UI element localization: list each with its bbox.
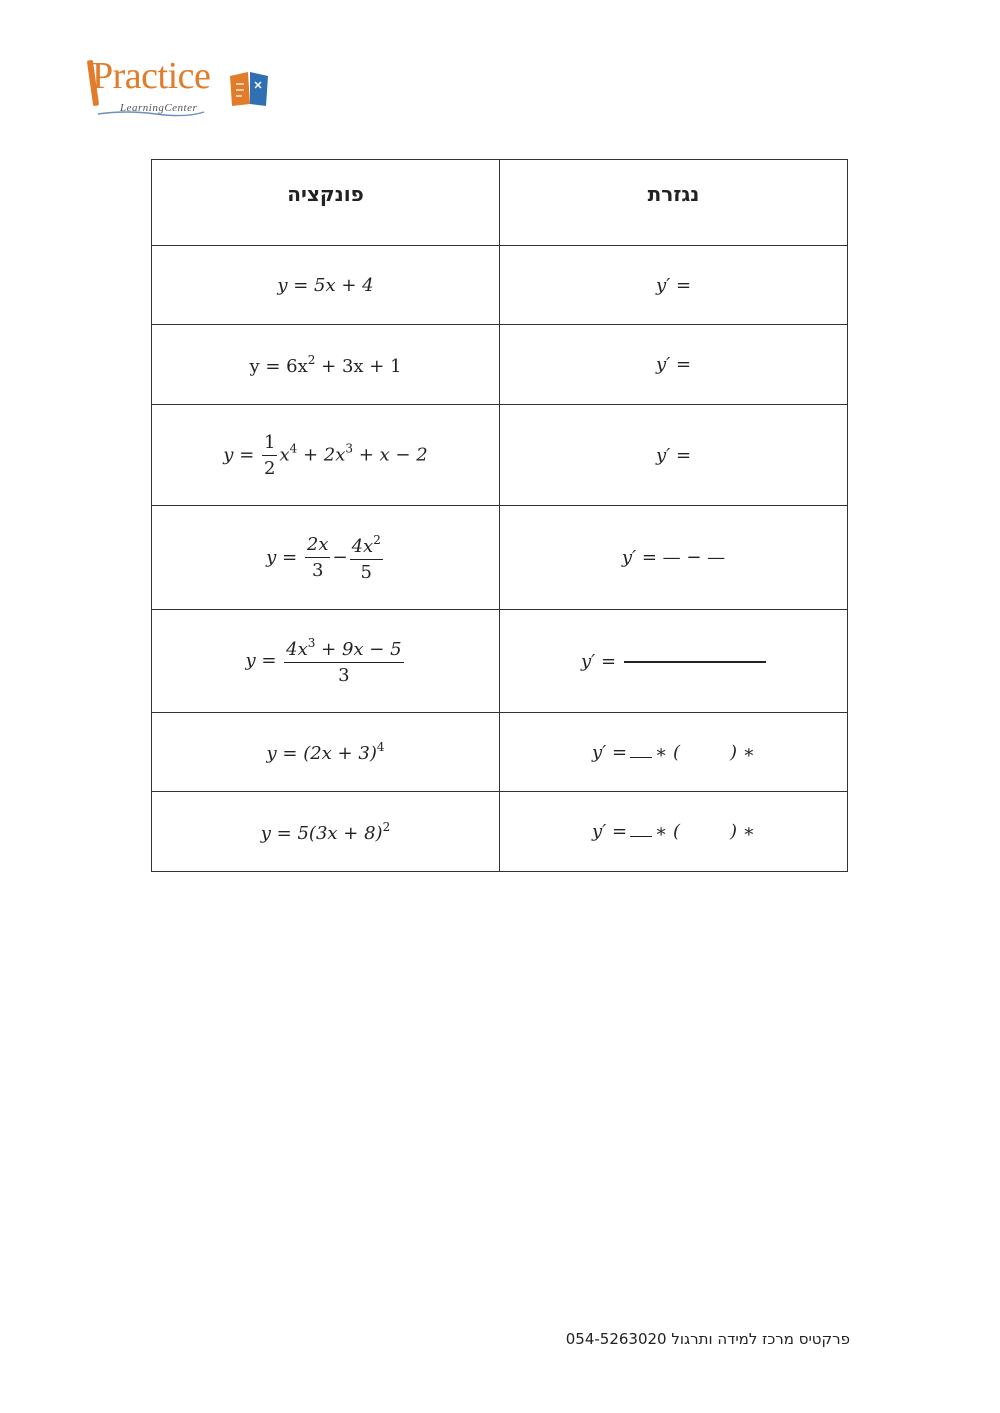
- derivative-answer-cell[interactable]: [500, 610, 848, 713]
- derivative-answer-cell[interactable]: [500, 792, 848, 872]
- function-cell: [152, 246, 500, 325]
- table-row: [152, 713, 848, 792]
- function-cell: [152, 713, 500, 792]
- derivative-answer-cell[interactable]: [500, 713, 848, 792]
- derivative-prompt: y′ = ∗ ( ) ∗: [591, 741, 756, 763]
- function-expression: $y = 5(3x + 8)^2$: [260, 819, 391, 844]
- derivative-prompt: y′ =: [655, 444, 692, 466]
- footer-contact: פרקטיס מרכז למידה ותרגול 054-5263020: [565, 1330, 850, 1348]
- table-row: [152, 405, 848, 506]
- function-expression: y = 5x + 4: [277, 274, 374, 296]
- function-expression: y = $\frac{4x^3 + 9x - 5}{3}$: [245, 636, 402, 686]
- table-header-row: [152, 160, 848, 246]
- table-row: [152, 506, 848, 610]
- derivative-prompt: y′ = ∗ ( ) ∗: [591, 821, 756, 842]
- derivative-answer-cell[interactable]: [500, 405, 848, 506]
- logo-wordmark: Practice: [92, 55, 211, 97]
- derivative-prompt: y′ =: [655, 354, 692, 375]
- function-cell: [152, 325, 500, 405]
- answer-blank-short[interactable]: [630, 836, 652, 837]
- table-row: [152, 610, 848, 713]
- answer-blank-line[interactable]: [624, 661, 766, 663]
- column-header-function: פונקציה: [152, 160, 500, 246]
- function-expression: $y = (2x + 3)^4$: [266, 740, 385, 764]
- book-icon: [228, 70, 270, 108]
- practice-logo: [88, 54, 278, 124]
- function-cell: [152, 506, 500, 610]
- derivative-prompt: y′ =: [655, 274, 692, 296]
- answer-blank-short[interactable]: [630, 757, 652, 758]
- function-cell: [152, 610, 500, 713]
- column-header-derivative: נגזרת: [500, 160, 848, 246]
- derivative-answer-cell[interactable]: [500, 506, 848, 610]
- logo-subtitle: LearningCenter: [120, 102, 198, 114]
- function-expression: $y = 6x^2 + 3x + 1$: [249, 352, 402, 377]
- table-row: [152, 792, 848, 872]
- derivatives-table: [151, 159, 848, 872]
- derivative-prompt: y′ = — − —: [621, 547, 726, 568]
- function-cell: [152, 792, 500, 872]
- derivative-answer-cell[interactable]: [500, 246, 848, 325]
- function-expression: y = $\frac{2x}{3}$ − $\frac{4x^2}{5}$: [266, 532, 381, 583]
- derivative-prompt: y′ =: [580, 650, 617, 672]
- function-cell: [152, 405, 500, 506]
- table-row: [152, 325, 848, 405]
- table-row: [152, 246, 848, 325]
- function-expression: y = $\frac{1}{2}$ $x^4 + 2x^3 + x - 2$: [223, 431, 428, 479]
- derivative-answer-cell[interactable]: [500, 325, 848, 405]
